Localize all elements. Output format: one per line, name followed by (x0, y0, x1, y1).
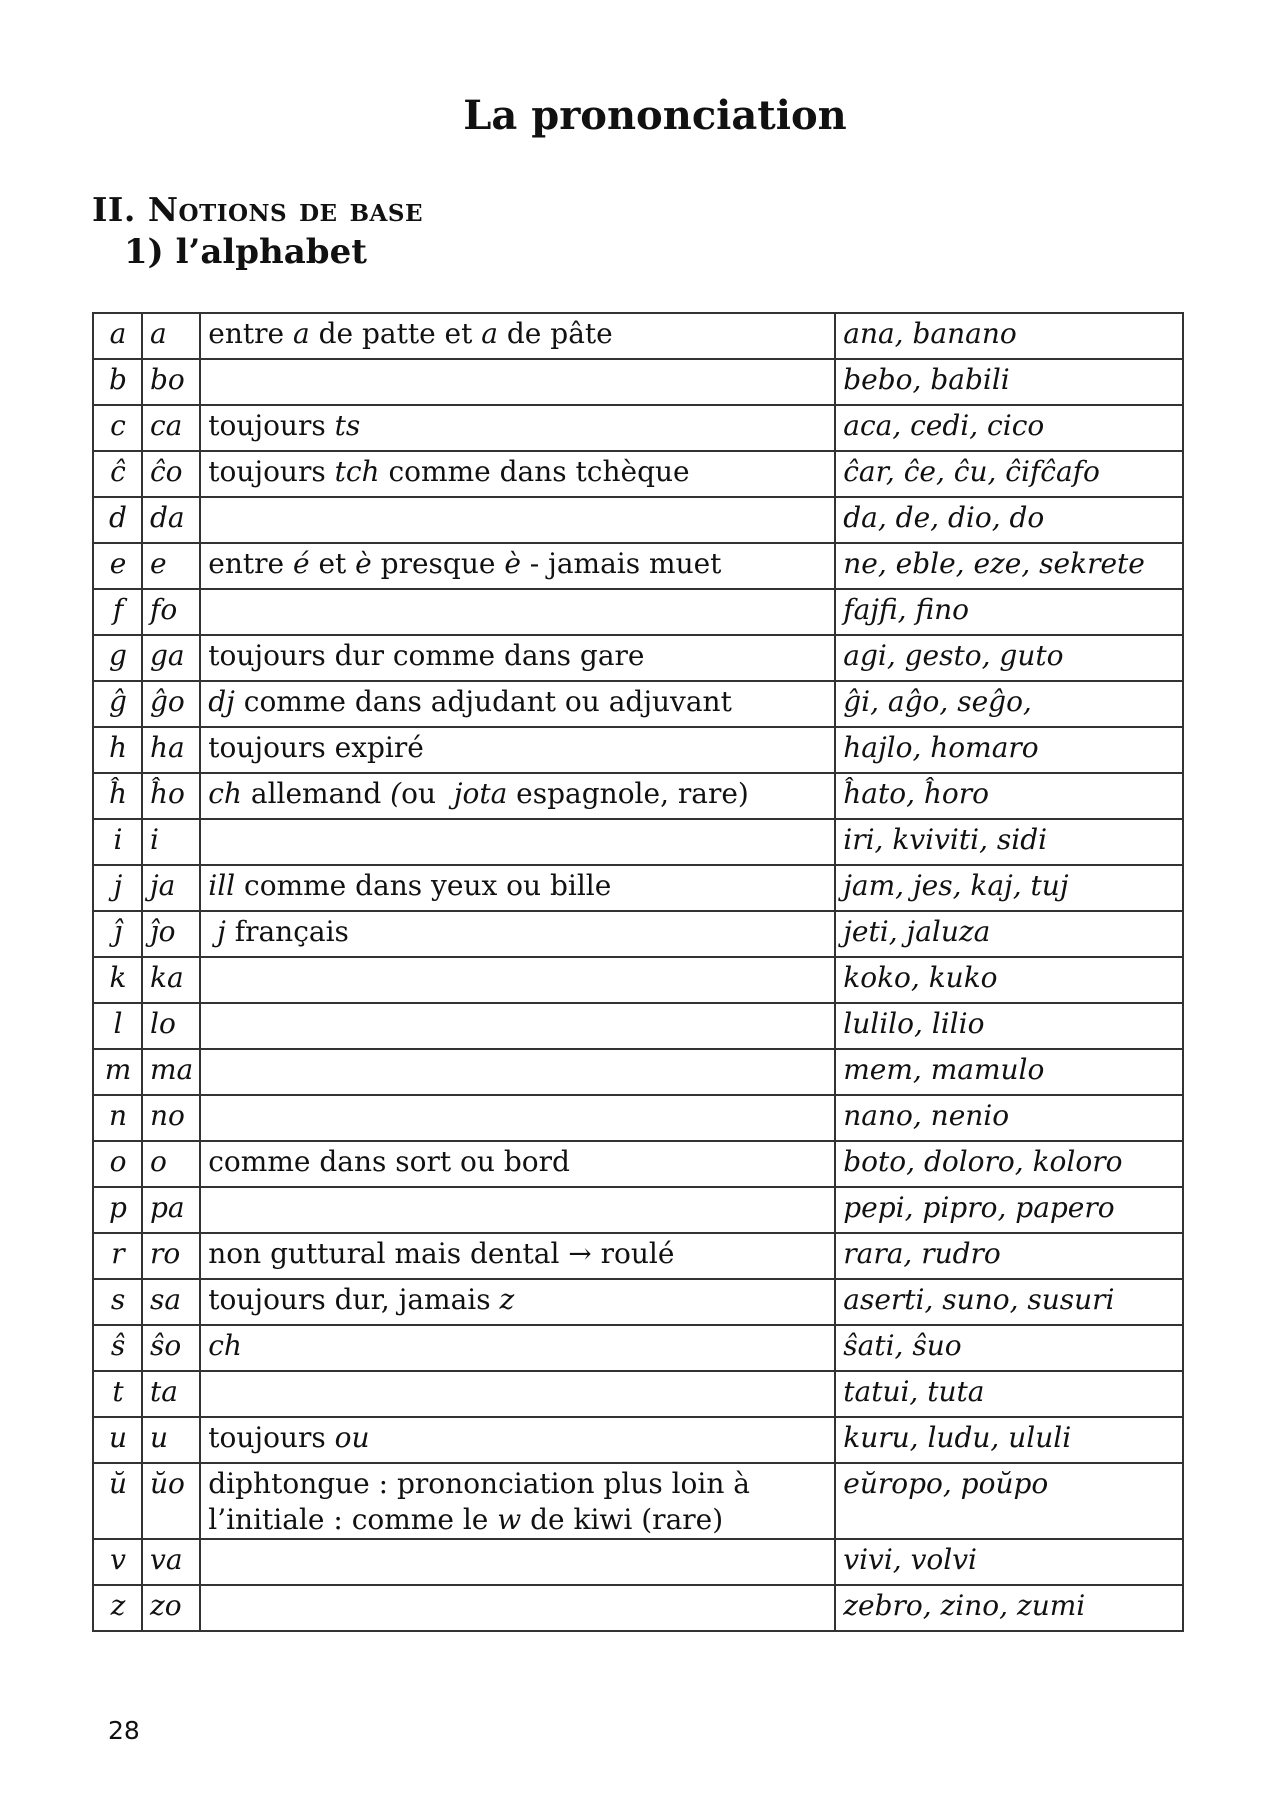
letter-name-cell: va (142, 1539, 200, 1585)
table-row (93, 681, 1183, 727)
letter-cell: v (93, 1539, 142, 1585)
pronunciation-fragment: de patte et (309, 317, 482, 350)
examples-cell: bebo, babili (835, 359, 1183, 405)
table-row (93, 313, 1183, 359)
letter-name-cell: ma (142, 1049, 200, 1095)
letter-name-cell: i (142, 819, 200, 865)
letter-name-cell: ta (142, 1371, 200, 1417)
letter-cell: z (93, 1585, 142, 1631)
pronunciation-fragment: de pâte (497, 317, 613, 350)
letter-name-cell: ŭo (142, 1463, 200, 1539)
examples-cell: agi, gesto, guto (835, 635, 1183, 681)
table-row (93, 1233, 1183, 1279)
pronunciation-fragment: toujours expiré (208, 731, 424, 764)
pronunciation-cell (200, 681, 835, 727)
pronunciation-cell (200, 589, 835, 635)
pronunciation-italic-fragment: è (355, 547, 372, 580)
table-row (93, 635, 1183, 681)
pronunciation-fragment: presque (371, 547, 505, 580)
letter-name-cell: bo (142, 359, 200, 405)
examples-cell: tatui, tuta (835, 1371, 1183, 1417)
letter-name-cell: da (142, 497, 200, 543)
letter-name-cell: ga (142, 635, 200, 681)
pronunciation-italic-fragment: è (504, 547, 521, 580)
pronunciation-fragment: comme dans yeux ou bille (235, 869, 612, 902)
examples-cell: pepi, pipro, papero (835, 1187, 1183, 1233)
examples-cell: ĝi, aĝo, seĝo, (835, 681, 1183, 727)
letter-name-cell: ja (142, 865, 200, 911)
pronunciation-fragment: toujours (208, 409, 335, 442)
letter-name-cell: o (142, 1141, 200, 1187)
pronunciation-italic-fragment: ill (208, 869, 236, 902)
table-row (93, 1187, 1183, 1233)
table-row (93, 497, 1183, 543)
examples-cell: jam, jes, kaj, tuj (835, 865, 1183, 911)
examples-cell: fajfi, fino (835, 589, 1183, 635)
table-row (93, 1049, 1183, 1095)
pronunciation-italic-fragment: tch (334, 455, 380, 488)
letter-name-cell: no (142, 1095, 200, 1141)
table-row (93, 589, 1183, 635)
pronunciation-fragment: diphtongue : prononciation plus loin à l’initiale : comme le (208, 1467, 759, 1536)
table-row (93, 773, 1183, 819)
letter-cell: r (93, 1233, 142, 1279)
examples-cell: eŭropo, poŭpo (835, 1463, 1183, 1539)
letter-name-cell: zo (142, 1585, 200, 1631)
table-row (93, 1539, 1183, 1585)
letter-cell: ŝ (93, 1325, 142, 1371)
letter-cell: d (93, 497, 142, 543)
examples-cell: mem, mamulo (835, 1049, 1183, 1095)
pronunciation-fragment: toujours dur comme dans gare (208, 639, 645, 672)
examples-cell: lulilo, lilio (835, 1003, 1183, 1049)
pronunciation-italic-fragment: ch (208, 1329, 242, 1362)
pronunciation-italic-fragment: ( (390, 777, 402, 810)
alphabet-table-body (93, 313, 1183, 1631)
alphabet-table (92, 312, 1184, 1632)
pronunciation-cell (200, 1463, 835, 1539)
pronunciation-fragment: comme dans sort ou bord (208, 1145, 570, 1178)
examples-cell: aserti, suno, susuri (835, 1279, 1183, 1325)
letter-cell: p (93, 1187, 142, 1233)
letter-cell: t (93, 1371, 142, 1417)
letter-cell: ĝ (93, 681, 142, 727)
pronunciation-cell (200, 405, 835, 451)
pronunciation-fragment: comme dans tchèque (379, 455, 690, 488)
pronunciation-cell (200, 451, 835, 497)
letter-name-cell: ĵo (142, 911, 200, 957)
letter-cell: e (93, 543, 142, 589)
pronunciation-fragment: toujours (208, 1421, 335, 1454)
table-row (93, 1417, 1183, 1463)
page-number: 28 (108, 1716, 140, 1745)
letter-name-cell: ka (142, 957, 200, 1003)
pronunciation-italic-fragment: ts (334, 409, 361, 442)
letter-name-cell: a (142, 313, 200, 359)
letter-cell: g (93, 635, 142, 681)
pronunciation-cell (200, 1233, 835, 1279)
pronunciation-cell (200, 543, 835, 589)
pronunciation-fragment: espagnole, rare) (507, 777, 749, 810)
examples-cell: boto, doloro, koloro (835, 1141, 1183, 1187)
pronunciation-cell (200, 727, 835, 773)
examples-cell: da, de, dio, do (835, 497, 1183, 543)
pronunciation-fragment: - jamais muet (520, 547, 722, 580)
table-row (93, 727, 1183, 773)
table-row (93, 1371, 1183, 1417)
letter-name-cell: u (142, 1417, 200, 1463)
letter-cell: ĥ (93, 773, 142, 819)
pronunciation-fragment: ou (401, 777, 454, 810)
letter-cell: ĵ (93, 911, 142, 957)
examples-cell: jeti, jaluza (835, 911, 1183, 957)
letter-cell: a (93, 313, 142, 359)
examples-cell: aca, cedi, cico (835, 405, 1183, 451)
pronunciation-fragment (208, 915, 217, 948)
pronunciation-fragment: toujours (208, 455, 335, 488)
section-heading (92, 190, 423, 229)
examples-cell: ŝati, ŝuo (835, 1325, 1183, 1371)
examples-cell: koko, kuko (835, 957, 1183, 1003)
examples-cell: ne, eble, eze, sekrete (835, 543, 1183, 589)
table-row (93, 1003, 1183, 1049)
examples-cell: vivi, volvi (835, 1539, 1183, 1585)
pronunciation-italic-fragment: dj (208, 685, 235, 718)
pronunciation-cell (200, 957, 835, 1003)
pronunciation-cell (200, 1141, 835, 1187)
examples-cell: iri, kviviti, sidi (835, 819, 1183, 865)
letter-name-cell: ha (142, 727, 200, 773)
pronunciation-italic-fragment: é (292, 547, 310, 580)
pronunciation-cell (200, 911, 835, 957)
pronunciation-fragment: français (225, 915, 349, 948)
pronunciation-cell (200, 1279, 835, 1325)
examples-cell: zebro, zino, zumi (835, 1585, 1183, 1631)
table-row (93, 865, 1183, 911)
letter-cell: ŭ (93, 1463, 142, 1539)
pronunciation-cell (200, 1417, 835, 1463)
page-title: La prononciation (463, 92, 847, 139)
subsection-heading: 1) l’alphabet (124, 232, 367, 272)
examples-cell: hajlo, homaro (835, 727, 1183, 773)
pronunciation-fragment: entre (208, 317, 293, 350)
pronunciation-cell (200, 1371, 835, 1417)
table-row (93, 819, 1183, 865)
examples-cell: kuru, ludu, ululi (835, 1417, 1183, 1463)
letter-cell: f (93, 589, 142, 635)
letter-cell: m (93, 1049, 142, 1095)
pronunciation-cell (200, 1585, 835, 1631)
pronunciation-fragment: de kiwi (rare) (521, 1503, 724, 1536)
letter-name-cell: fo (142, 589, 200, 635)
pronunciation-fragment: toujours dur, jamais (208, 1283, 500, 1316)
letter-name-cell: lo (142, 1003, 200, 1049)
pronunciation-italic-fragment: j (217, 915, 226, 948)
letter-cell: k (93, 957, 142, 1003)
section-title: Notions de base (147, 190, 423, 229)
table-row (93, 1463, 1183, 1539)
pronunciation-italic-fragment: ch (208, 777, 242, 810)
letter-name-cell: ĥo (142, 773, 200, 819)
pronunciation-cell (200, 359, 835, 405)
letter-name-cell: pa (142, 1187, 200, 1233)
pronunciation-cell (200, 773, 835, 819)
letter-cell: o (93, 1141, 142, 1187)
table-row (93, 405, 1183, 451)
letter-name-cell: sa (142, 1279, 200, 1325)
letter-cell: u (93, 1417, 142, 1463)
letter-cell: b (93, 359, 142, 405)
examples-cell: ana, banano (835, 313, 1183, 359)
pronunciation-cell (200, 1539, 835, 1585)
examples-cell: ĥato, ĥoro (835, 773, 1183, 819)
letter-cell: n (93, 1095, 142, 1141)
pronunciation-cell (200, 497, 835, 543)
letter-cell: i (93, 819, 142, 865)
pronunciation-cell (200, 1187, 835, 1233)
letter-cell: ĉ (93, 451, 142, 497)
pronunciation-italic-fragment: z (499, 1283, 515, 1316)
letter-name-cell: ĉo (142, 451, 200, 497)
pronunciation-italic-fragment: ou (334, 1421, 370, 1454)
examples-cell: ĉar, ĉe, ĉu, ĉifĉafo (835, 451, 1183, 497)
table-row (93, 1095, 1183, 1141)
pronunciation-fragment: comme dans adjudant ou adjuvant (234, 685, 732, 718)
pronunciation-fragment: allemand (241, 777, 391, 810)
pronunciation-fragment: et (309, 547, 356, 580)
pronunciation-italic-fragment: a (292, 317, 310, 350)
pronunciation-fragment: entre (208, 547, 293, 580)
letter-name-cell: ca (142, 405, 200, 451)
pronunciation-italic-fragment: w (497, 1503, 522, 1536)
letter-name-cell: ro (142, 1233, 200, 1279)
letter-cell: h (93, 727, 142, 773)
pronunciation-italic-fragment: jota (453, 777, 508, 810)
pronunciation-fragment: non guttural mais dental → roulé (208, 1237, 675, 1270)
table-row (93, 543, 1183, 589)
pronunciation-cell (200, 1049, 835, 1095)
pronunciation-cell (200, 865, 835, 911)
table-row (93, 1325, 1183, 1371)
table-row (93, 1585, 1183, 1631)
table-row (93, 359, 1183, 405)
letter-cell: j (93, 865, 142, 911)
pronunciation-italic-fragment: a (481, 317, 498, 350)
letter-cell: s (93, 1279, 142, 1325)
letter-name-cell: ŝo (142, 1325, 200, 1371)
pronunciation-cell (200, 1095, 835, 1141)
examples-cell: nano, nenio (835, 1095, 1183, 1141)
table-row (93, 1141, 1183, 1187)
pronunciation-cell (200, 1325, 835, 1371)
letter-cell: c (93, 405, 142, 451)
letter-cell: l (93, 1003, 142, 1049)
table-row (93, 1279, 1183, 1325)
pronunciation-cell (200, 819, 835, 865)
pronunciation-cell (200, 1003, 835, 1049)
table-row (93, 957, 1183, 1003)
pronunciation-cell (200, 635, 835, 681)
table-row (93, 911, 1183, 957)
examples-cell: rara, rudro (835, 1233, 1183, 1279)
pronunciation-cell (200, 313, 835, 359)
letter-name-cell: e (142, 543, 200, 589)
section-number: II. (92, 190, 136, 229)
table-row (93, 451, 1183, 497)
letter-name-cell: ĝo (142, 681, 200, 727)
